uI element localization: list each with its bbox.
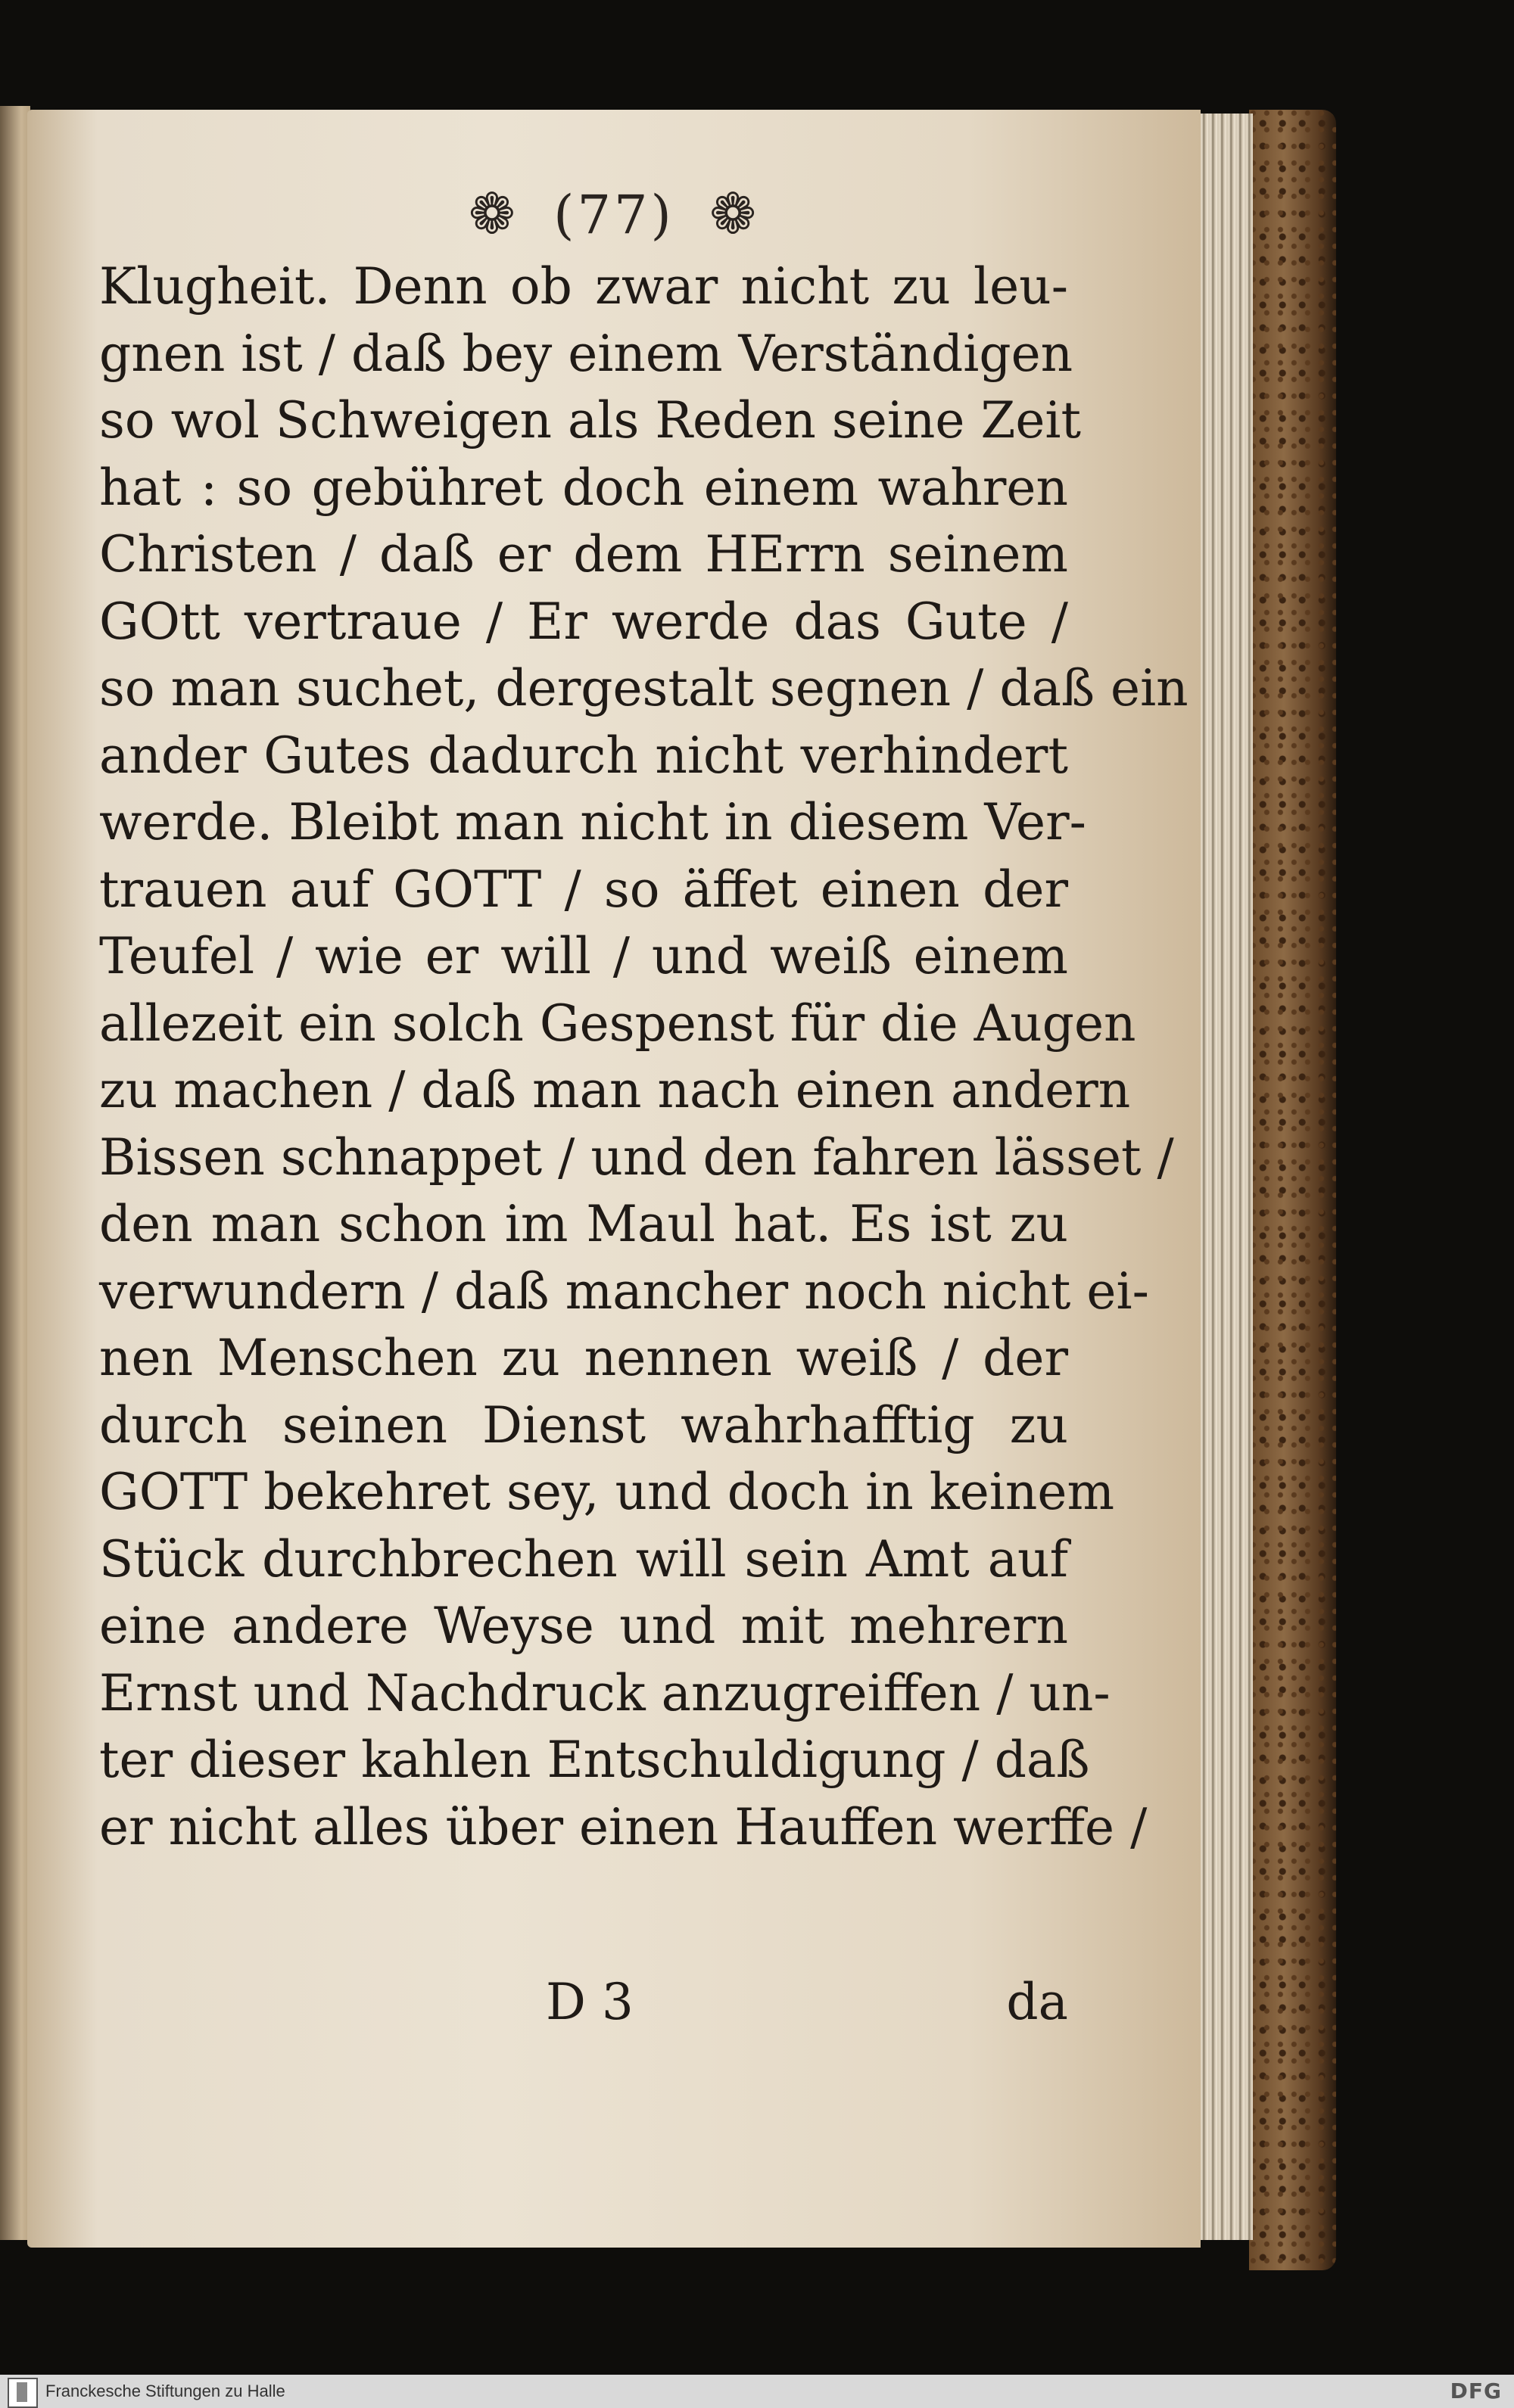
text-line: werde. Bleibt man nicht in diesem Ver- — [99, 793, 1086, 851]
catchword: da — [1006, 1973, 1068, 2031]
body-text — [99, 254, 1188, 1861]
text-line: Bissen schnappet / und den fahren lässet / — [99, 1128, 1174, 1187]
text-line: GOtt vertraue / Er werde das Gute / — [99, 592, 1068, 651]
text-line: Teufel / wie er will / und weiß einem — [99, 927, 1068, 985]
page-header — [27, 182, 1201, 247]
book-page — [27, 110, 1201, 2248]
page-footer — [99, 1973, 1068, 2041]
text-line: ander Gutes dadurch nicht verhindert — [99, 726, 1068, 785]
text-line: zu machen / daß man nach einen andern — [99, 1061, 1131, 1119]
text-line: ter dieser kahlen Entschuldigung / daß — [99, 1731, 1090, 1789]
attribution-bar — [0, 2375, 1514, 2408]
text-line: hat : so gebühret doch einem wahren — [99, 458, 1068, 517]
signature-mark: D 3 — [546, 1973, 634, 2031]
institution-logo-icon — [8, 2378, 38, 2408]
ornament-left-icon: ❁ — [468, 182, 519, 247]
previous-page-edge — [0, 106, 30, 2240]
text-line: nen Menschen zu nennen weiß / der — [99, 1329, 1068, 1387]
text-line: durch seinen Dienst wahrhafftig zu — [99, 1395, 1068, 1454]
text-line: Christen / daß er dem HErrn seinem — [99, 525, 1068, 583]
page-number: (77) — [553, 184, 674, 246]
text-line: Ernst und Nachdruck anzugreiffen / un- — [99, 1663, 1111, 1722]
text-line: GOTT bekehret sey, und doch in keinem — [99, 1463, 1115, 1521]
text-line: verwundern / daß mancher noch nicht ei- — [99, 1262, 1149, 1321]
text-line: den man schon im Maul hat. Es ist zu — [99, 1195, 1068, 1253]
text-line: er nicht alles über einen Hauffen werffe / — [99, 1797, 1148, 1856]
text-line: trauen auf GOTT / so äffet einen der — [99, 860, 1068, 919]
book-cover — [1249, 110, 1336, 2270]
institution-name: Franckesche Stiftungen zu Halle — [45, 2382, 285, 2400]
dfg-logo: DFG — [1450, 2378, 1502, 2403]
text-line: Klugheit. Denn ob zwar nicht zu leu- — [99, 257, 1068, 316]
text-line: Stück durchbrechen will sein Amt auf — [99, 1529, 1068, 1588]
text-line: so man suchet, dergestalt segnen / daß ein — [99, 659, 1188, 717]
text-line: gnen ist / daß bey einem Verständigen — [99, 324, 1073, 383]
text-line: eine andere Weyse und mit mehrern — [99, 1597, 1068, 1655]
ornament-right-icon: ❁ — [709, 182, 760, 247]
text-line: allezeit ein solch Gespenst für die Augen — [99, 994, 1136, 1053]
text-line: so wol Schweigen als Reden seine Zeit — [99, 391, 1082, 450]
